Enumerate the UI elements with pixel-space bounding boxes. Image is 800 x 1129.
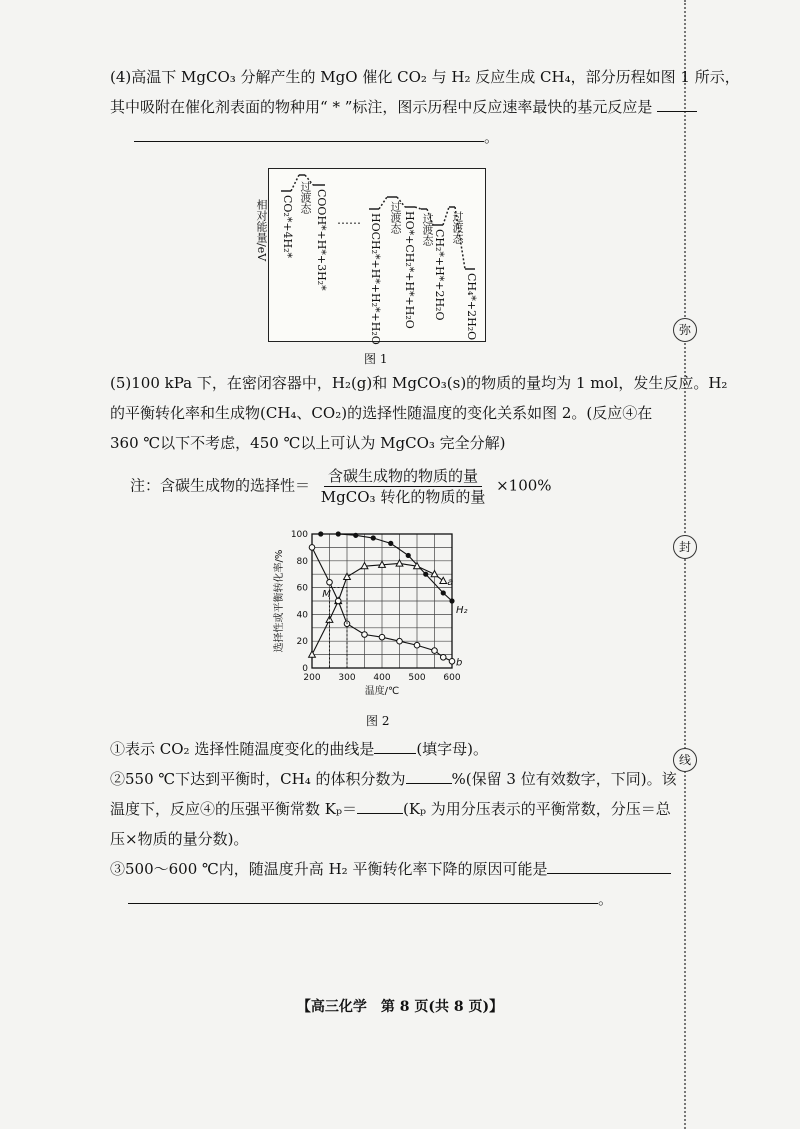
data-point-b	[397, 638, 403, 644]
species-ho-ch2: HO*+CH₂*+H*+H₂O	[403, 211, 416, 329]
item-1-pre: ①表示 CO₂ 选择性随温度变化的曲线是	[110, 740, 375, 758]
q5-line-3: 360 ℃以下不考虑，450 ℃以上可认为 MgCO₃ 完全分解)	[110, 434, 506, 452]
species-hoch2: HOCH₂*+H*+H₂*+H₂O	[369, 213, 382, 345]
note-suffix: ×100%	[496, 476, 552, 495]
q5-line-1: (5)100 kPa 下，在密闭容器中，H₂(g)和 MgCO₃(s)的物质的量均为 1 mol，发生反应。H₂	[110, 374, 728, 392]
ts-label-1: 过渡态	[299, 181, 312, 214]
x-axis-label: 温度/℃	[364, 686, 400, 697]
note-prefix: 注：含碳生成物的选择性＝	[130, 476, 311, 495]
note-numerator: 含碳生成物的物质的量	[324, 466, 482, 487]
q4-answer-blank[interactable]	[657, 97, 697, 112]
x-tick-label: 600	[443, 673, 461, 683]
question-4	[110, 62, 740, 152]
data-point-a	[309, 651, 316, 657]
q4-line-1: (4)高温下 MgCO₃ 分解产生的 MgO 催化 CO₂ 与 H₂ 反应生成 CH₄，部分历程如图 1 所示，	[110, 68, 740, 86]
data-point-b	[440, 654, 446, 660]
item-2-line-2-post: (Kₚ 为用分压表示的平衡常数，分压＝总	[402, 800, 671, 818]
q4-answer-blank-2[interactable]	[134, 127, 484, 142]
species-cooh: COOH*+H*+3H₂*	[315, 189, 328, 291]
ts-label-3: 过渡态	[421, 213, 434, 246]
x-tick-label: 200	[303, 673, 321, 683]
question-5	[110, 368, 728, 458]
item-2-blank-2[interactable]	[357, 799, 403, 814]
seal-char-mi: 弥	[673, 318, 697, 342]
q4-end: 。	[484, 128, 500, 146]
item-3-pre: ③500～600 ℃内，随温度升高 H₂ 平衡转化率下降的原因可能是	[110, 860, 548, 878]
data-point-h2	[336, 531, 341, 536]
y-tick-label: 80	[296, 556, 308, 567]
figure-1-ellipsis: ……	[337, 213, 361, 227]
figure-2-chart	[270, 522, 480, 712]
q4-line-2	[110, 92, 670, 122]
item-2-line-2-pre: 温度下，反应④的压强平衡常数 Kₚ＝	[110, 800, 357, 818]
x-tick-label: 300	[338, 673, 356, 683]
species-co2: CO₂*+4H₂*	[281, 195, 294, 259]
data-point-h2	[423, 572, 428, 577]
item-2-mid: %(保留 3 位有效数字，下同)。该	[451, 770, 677, 788]
figure-1-caption: 图 1	[364, 352, 388, 366]
item-1-blank[interactable]	[374, 739, 416, 754]
item-1	[110, 734, 670, 764]
species-ch4: CH₄*+2H₂O	[465, 273, 478, 341]
note-fraction	[317, 466, 490, 507]
series-label-1: H₂	[456, 605, 468, 616]
data-point-h2	[371, 535, 376, 540]
item-2-line-3: 压×物质的量分数)。	[110, 830, 249, 848]
q4-line-2-text: 其中吸附在催化剂表面的物种用“ * ”标注，图示历程中反应速率最快的基元反应是	[110, 98, 653, 116]
seal-char-xian: 线	[673, 748, 697, 772]
page-footer: 【高三化学 第 8 页(共 8 页)】	[296, 999, 504, 1015]
data-point-b	[414, 642, 420, 648]
data-point-b	[449, 659, 455, 665]
data-point-h2	[388, 541, 393, 546]
figure-1-frame	[255, 168, 486, 345]
y-tick-label: 40	[296, 610, 308, 621]
data-point-h2	[353, 533, 358, 538]
series-label-2: a	[447, 576, 454, 588]
figure-1-ylabel: 相对能量/eV	[255, 199, 268, 262]
data-point-b	[309, 545, 315, 551]
species-ch2: CH₂*+H*+2H₂O	[433, 229, 446, 321]
item-1-post: (填字母)。	[416, 740, 489, 758]
data-point-h2	[441, 590, 446, 595]
data-point-h2	[406, 553, 411, 558]
item-3-end: 。	[598, 890, 614, 908]
y-tick-label: 100	[290, 530, 308, 540]
binding-dotted-line	[684, 0, 686, 1129]
item-2-line-1	[110, 764, 677, 794]
q4-line-3	[110, 122, 670, 152]
ts-label-2: 过渡态	[389, 201, 402, 234]
item-2-blank-1[interactable]	[406, 769, 452, 784]
x-tick-label: 400	[373, 673, 391, 683]
q5-line-2: 的平衡转化率和生成物(CH₄、CO₂)的选择性随温度的变化关系如图 2。(反应④在	[110, 404, 653, 422]
data-point-b	[327, 579, 333, 585]
y-tick-label: 20	[296, 637, 308, 648]
y-tick-label: 60	[296, 583, 308, 594]
data-point-b	[379, 634, 385, 640]
item-3	[110, 854, 670, 884]
series-line-1	[321, 534, 452, 601]
data-point-a	[440, 577, 447, 583]
m-point-label: M	[322, 589, 331, 600]
item-2-pre: ②550 ℃下达到平衡时，CH₄ 的体积分数为	[110, 770, 406, 788]
data-point-h2	[449, 598, 454, 603]
figure-2-caption: 图 2	[366, 714, 390, 728]
data-point-b	[362, 632, 368, 638]
data-point-b	[335, 598, 341, 604]
note-denominator: MgCO₃ 转化的物质的量	[320, 488, 486, 506]
selectivity-note	[130, 466, 552, 507]
item-3-line-2	[110, 884, 670, 914]
data-point-b	[432, 648, 438, 654]
x-tick-label: 500	[408, 673, 426, 683]
item-3-blank-2[interactable]	[128, 889, 598, 904]
item-3-blank-1[interactable]	[547, 859, 671, 874]
item-2-line-2	[110, 794, 670, 824]
data-point-h2	[318, 531, 323, 536]
series-label-3: b	[456, 657, 463, 669]
y-axis-label: 选择性或平衡转化率/%	[274, 549, 285, 653]
ts-label-4: 过渡态	[451, 211, 464, 244]
seal-char-feng: 封	[673, 535, 697, 559]
question-5-items	[110, 734, 677, 914]
y-tick-label: 0	[302, 664, 308, 674]
